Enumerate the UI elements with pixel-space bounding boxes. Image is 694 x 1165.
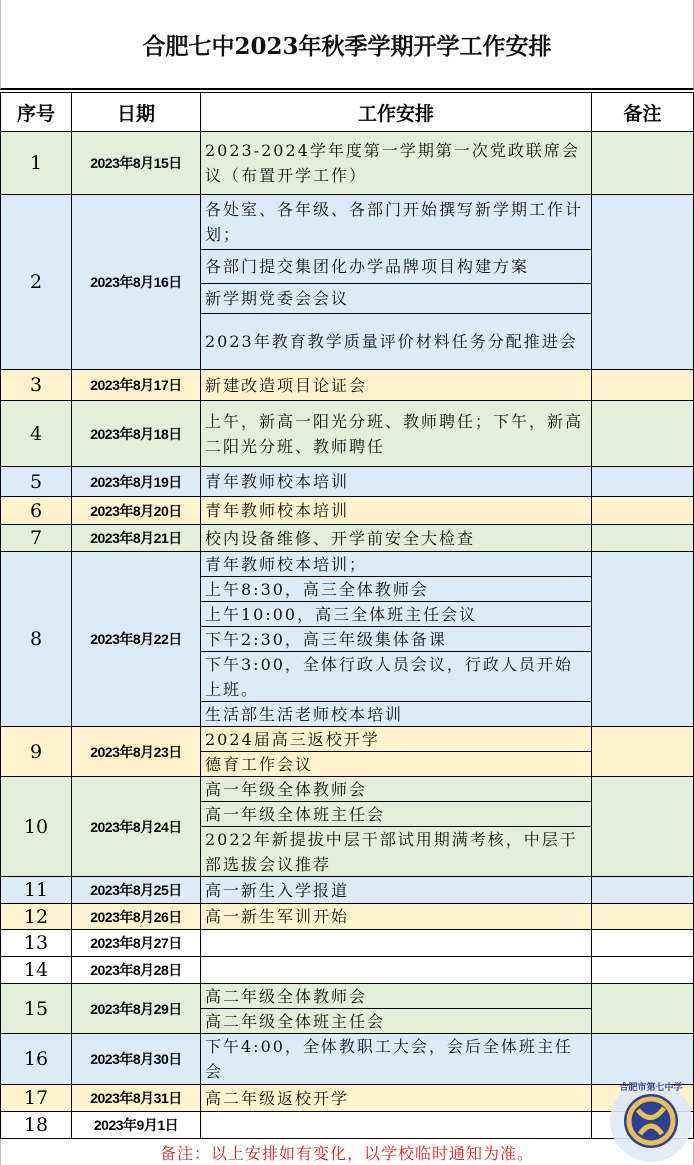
row-date: 2023年8月16日 [72, 195, 201, 369]
row-date: 2023年8月28日 [72, 957, 201, 983]
arrangement-item: 高一年级全体班主任会 [201, 802, 591, 827]
row-number: 6 [0, 497, 72, 524]
row-remark [592, 1034, 694, 1084]
header-arrangement: 工作安排 [201, 93, 592, 131]
arrangement-item [201, 930, 591, 956]
row-number: 15 [0, 984, 72, 1033]
arrangement-item: 校内设备维修、开学前安全大检查 [205, 528, 476, 548]
arrangement-item: 各部门提交集团化办学品牌项目构建方案 [201, 250, 591, 285]
footer-note: 备注：以上安排如有变化，以学校临时通知为准。 [0, 1139, 694, 1165]
row-number: 10 [0, 777, 72, 876]
row-arrangements [201, 1085, 592, 1111]
arrangement-item: 德育工作会议 [205, 755, 314, 774]
arrangement-item: 2023年教育教学质量评价材料任务分配推进会 [205, 332, 578, 352]
arrangement-item: 生活部生活老师校本培训 [205, 705, 404, 724]
row-number: 16 [0, 1034, 72, 1084]
row-number: 5 [0, 467, 72, 496]
table-row [0, 957, 694, 984]
header-number: 序号 [0, 93, 72, 131]
arrangement-item: 下午3:00，全体行政人员会议，行政人员开始上班。 [201, 652, 591, 702]
header-remark: 备注 [592, 93, 694, 131]
table-row [0, 552, 694, 727]
row-arrangements [201, 467, 592, 496]
table-row [0, 984, 694, 1034]
arrangement-item: 青年教师校本培训 [205, 472, 350, 491]
row-date: 2023年8月27日 [72, 930, 201, 956]
row-number: 13 [0, 930, 72, 956]
row-remark [592, 877, 694, 903]
row-arrangements [201, 401, 592, 466]
row-arrangements [201, 132, 592, 194]
row-number: 7 [0, 525, 72, 551]
row-arrangements [201, 1034, 592, 1084]
table-row [0, 877, 694, 904]
row-number: 11 [0, 877, 72, 903]
row-arrangements [201, 497, 592, 524]
row-date: 2023年8月24日 [72, 777, 201, 876]
row-number: 9 [0, 727, 72, 776]
table-row [0, 132, 694, 195]
arrangement-item: 下午2:30，高三年级集体备课 [201, 627, 591, 652]
arrangement-item: 上午，新高一阳光分班、教师聘任；下午，新高二阳光分班、教师聘任 [205, 411, 584, 456]
arrangement-item: 高一新生军训开始 [205, 907, 350, 926]
row-date: 2023年8月22日 [72, 552, 201, 726]
arrangement-item: 高一新生入学报道 [205, 880, 350, 900]
table-row [0, 401, 694, 467]
row-arrangements [201, 525, 592, 551]
arrangement-item: 上午8:30，高三全体教师会 [201, 577, 591, 602]
arrangement-item: 高二年级全体班主任会 [205, 1012, 386, 1031]
row-arrangements [201, 727, 592, 776]
row-date: 2023年8月20日 [72, 497, 201, 524]
row-date: 2023年8月19日 [72, 467, 201, 496]
row-remark [592, 957, 694, 983]
row-number: 12 [0, 904, 72, 929]
row-arrangements [201, 957, 592, 983]
row-number: 14 [0, 957, 72, 983]
row-remark [592, 525, 694, 551]
arrangement-item: 2024届高三返校开学 [201, 727, 591, 752]
table-row [0, 525, 694, 552]
arrangement-item: 高一年级全体教师会 [201, 777, 591, 802]
table-row [0, 1034, 694, 1085]
arrangement-item [201, 1112, 591, 1138]
row-remark [592, 727, 694, 776]
table-row [0, 1112, 694, 1139]
row-number: 17 [0, 1085, 72, 1111]
arrangement-item: 青年教师校本培训 [205, 501, 350, 520]
row-remark [592, 195, 694, 369]
row-date: 2023年8月15日 [72, 132, 201, 194]
row-arrangements [201, 877, 592, 903]
school-logo [608, 1078, 694, 1164]
row-date: 2023年8月18日 [72, 401, 201, 466]
row-remark [592, 904, 694, 929]
row-date: 2023年8月29日 [72, 984, 201, 1033]
table-row [0, 930, 694, 957]
row-number: 2 [0, 195, 72, 369]
arrangement-item: 上午10:00，高三全体班主任会议 [201, 602, 591, 627]
row-remark [592, 132, 694, 194]
row-date: 2023年8月23日 [72, 727, 201, 776]
arrangement-item: 青年教师校本培训； [201, 552, 591, 577]
table-header [0, 92, 694, 132]
row-number: 3 [0, 370, 72, 400]
table-row [0, 195, 694, 370]
arrangement-item: 下午4:00，全体教职工大会，会后全体班主任会 [205, 1037, 573, 1081]
row-number: 1 [0, 132, 72, 194]
arrangement-item: 高二年级全体教师会 [201, 984, 591, 1009]
row-arrangements [201, 195, 592, 369]
table-row [0, 497, 694, 525]
row-arrangements [201, 904, 592, 929]
table-row [0, 777, 694, 877]
row-number: 4 [0, 401, 72, 466]
row-arrangements [201, 1112, 592, 1138]
row-remark [592, 401, 694, 466]
table-row [0, 467, 694, 497]
row-remark [592, 370, 694, 400]
row-arrangements [201, 930, 592, 956]
arrangement-item: 新建改造项目论证会 [205, 375, 368, 395]
row-date: 2023年8月31日 [72, 1085, 201, 1111]
row-date: 2023年8月21日 [72, 525, 201, 551]
row-number: 8 [0, 552, 72, 726]
row-date: 2023年8月26日 [72, 904, 201, 929]
row-remark [592, 777, 694, 876]
page-title: 合肥七中2023年秋季学期开学工作安排 [0, 0, 694, 90]
arrangement-item: 各处室、各年级、各部门开始撰写新学期工作计划； [201, 195, 591, 250]
row-remark [592, 984, 694, 1033]
row-remark [592, 467, 694, 496]
table-row [0, 727, 694, 777]
row-remark [592, 930, 694, 956]
row-arrangements [201, 552, 592, 726]
header-date: 日期 [72, 93, 201, 131]
row-date: 2023年8月25日 [72, 877, 201, 903]
row-date: 2023年9月1日 [72, 1112, 201, 1138]
row-date: 2023年8月17日 [72, 370, 201, 400]
row-arrangements [201, 984, 592, 1033]
table-row [0, 1085, 694, 1112]
row-remark [592, 497, 694, 524]
row-date: 2023年8月30日 [72, 1034, 201, 1084]
arrangement-item: 新学期党委会会议 [201, 284, 591, 314]
row-arrangements [201, 370, 592, 400]
table-row [0, 904, 694, 930]
row-arrangements [201, 777, 592, 876]
row-number: 18 [0, 1112, 72, 1138]
svg-text:合肥市第七中学: 合肥市第七中学 [619, 1083, 683, 1093]
table-row [0, 370, 694, 401]
arrangement-item: 2022年新提拔中层干部试用期满考核，中层干部选拔会议推荐 [205, 830, 578, 874]
row-remark [592, 552, 694, 726]
arrangement-item: 2023-2024学年度第一学期第一次党政联席会议（布置开学工作） [205, 141, 580, 185]
arrangement-item [201, 957, 591, 983]
arrangement-item: 高二年级返校开学 [205, 1088, 350, 1108]
